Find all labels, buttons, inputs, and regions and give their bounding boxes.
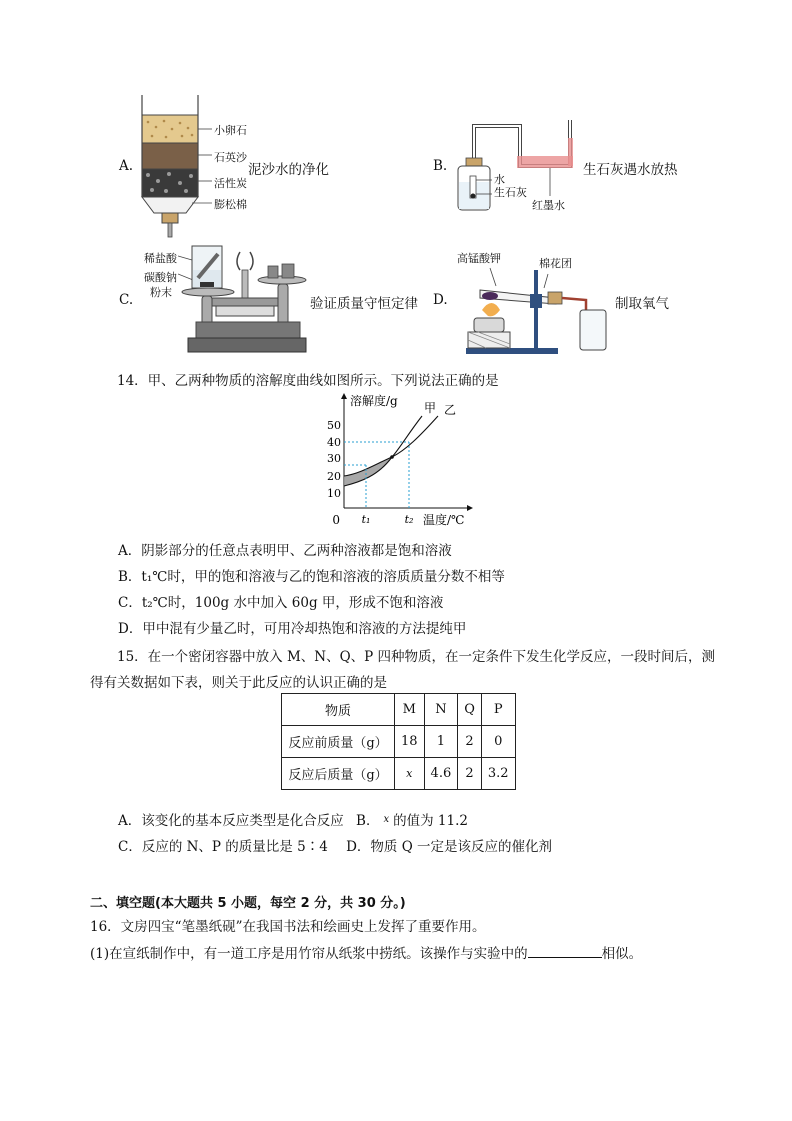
- table-row: [282, 726, 516, 758]
- balance-diagram: [178, 240, 314, 360]
- label-activated-carbon: 活性炭: [214, 177, 247, 190]
- x-tick-t1: t₁: [361, 513, 371, 526]
- q16-stem: 16．文房四宝“笔墨纸砚”在我国书法和绘画史上发挥了重要作用。: [90, 919, 486, 935]
- q15-option-c: C．反应的 N、P 的质量比是 5∶4: [118, 839, 328, 855]
- q14-stem: 14．甲、乙两种物质的溶解度曲线如图所示。下列说法正确的是: [117, 373, 499, 389]
- q14-option-c: C．t₂℃时，100g 水中加入 60g 甲，形成不饱和溶液: [118, 595, 444, 611]
- q15-stem-line1: 15．在一个密闭容器中放入 M、N、Q、P 四种物质，在一定条件下发生化学反应，一段时间后，测: [117, 649, 716, 665]
- cell-after-q: 2: [458, 758, 482, 790]
- q15-option-b-prefix: B．: [356, 813, 380, 829]
- cell-after-label: 反应后质量（g）: [282, 758, 395, 790]
- oxygen-apparatus-diagram: [460, 260, 610, 356]
- label-potassium-permanganate: 高锰酸钾: [457, 252, 501, 265]
- label-sodium-carbonate: 碳酸钠: [144, 271, 177, 284]
- y-tick-40: 40: [327, 436, 341, 449]
- q14-option-a: A．阴影部分的任意点表明甲、乙两种溶液都是饱和溶液: [118, 543, 452, 559]
- q16-part1-suffix: 相似。: [601, 946, 643, 962]
- cell-before-q: 2: [458, 726, 482, 758]
- label-powder: 粉末: [150, 286, 172, 299]
- cell-before-p: 0: [481, 726, 515, 758]
- label-red-ink: 红墨水: [532, 199, 565, 212]
- option-c-caption: 验证质量守恒定律: [310, 296, 418, 312]
- cell-before-label: 反应前质量（g）: [282, 726, 395, 758]
- y-axis-label: 溶解度/g: [350, 394, 398, 408]
- cell-after-p: 3.2: [481, 758, 515, 790]
- q15-option-a: A．该变化的基本反应类型是化合反应: [118, 813, 344, 829]
- option-b-caption: 生石灰遇水放热: [583, 162, 678, 178]
- section-heading: 二、填空题(本大题共 5 小题，每空 2 分，共 30 分。): [90, 896, 406, 911]
- q15-option-b-suffix: 的值为 11.2: [393, 813, 468, 829]
- label-quartz-sand: 石英沙: [214, 151, 247, 164]
- answer-blank[interactable]: [528, 945, 602, 958]
- label-quicklime: 生石灰: [494, 186, 527, 199]
- y-tick-10: 10: [327, 487, 341, 500]
- table-row: [282, 758, 516, 790]
- label-cotton: 膨松棉: [214, 198, 247, 211]
- option-a-letter: A.: [119, 158, 134, 174]
- curve-label-yi: 乙: [444, 403, 457, 417]
- table-header-row: [282, 694, 516, 726]
- shaded-region: [344, 457, 392, 486]
- label-cotton-ball: 棉花团: [539, 257, 572, 270]
- x-tick-t2: t₂: [404, 513, 414, 526]
- cell-before-m: 18: [395, 726, 425, 758]
- header-p: P: [481, 694, 515, 726]
- option-b-letter: B.: [433, 158, 448, 174]
- q14-option-b: B．t₁℃时，甲的饱和溶液与乙的饱和溶液的溶质质量分数不相等: [118, 569, 505, 585]
- q16-part1: [90, 942, 642, 962]
- label-pebbles: 小卵石: [214, 124, 247, 137]
- q15-option-d: D．物质 Q 一定是该反应的催化剂: [346, 839, 553, 855]
- q15-option-b-var: x: [383, 814, 390, 825]
- cell-before-n: 1: [424, 726, 458, 758]
- option-a-caption: 泥沙水的净化: [248, 162, 329, 178]
- header-m: M: [395, 694, 425, 726]
- option-c-letter: C.: [119, 292, 134, 308]
- y-tick-50: 50: [327, 419, 341, 432]
- origin-label: 0: [332, 513, 340, 527]
- cell-after-m: x: [395, 758, 425, 790]
- intersection-point: [390, 455, 394, 459]
- filter-column-diagram: [136, 95, 216, 240]
- option-d-caption: 制取氧气: [615, 296, 669, 312]
- q14-option-d: D．甲中混有少量乙时，可用冷却热饱和溶液的方法提纯甲: [118, 621, 467, 637]
- header-q: Q: [458, 694, 482, 726]
- label-hcl: 稀盐酸: [144, 252, 177, 265]
- y-tick-30: 30: [327, 452, 341, 465]
- q16-part1-prefix: (1)在宣纸制作中，有一道工序是用竹帘从纸浆中捞纸。该操作与实验中的: [90, 946, 528, 962]
- curve-yi: [344, 416, 438, 476]
- q15-stem-line2: 得有关数据如下表，则关于此反应的认识正确的是: [90, 675, 387, 691]
- q15-option-cd-line: [118, 835, 552, 855]
- mass-table: [281, 693, 516, 790]
- x-axis-label: 温度/℃: [423, 513, 465, 527]
- label-water: 水: [494, 173, 505, 186]
- solubility-graph: [320, 390, 480, 530]
- option-d-letter: D.: [433, 292, 448, 308]
- header-substance: 物质: [282, 694, 395, 726]
- header-n: N: [424, 694, 458, 726]
- cell-after-n: 4.6: [424, 758, 458, 790]
- y-tick-20: 20: [327, 470, 341, 483]
- curve-label-jia: 甲: [424, 401, 437, 415]
- q15-option-a-line: [118, 809, 468, 829]
